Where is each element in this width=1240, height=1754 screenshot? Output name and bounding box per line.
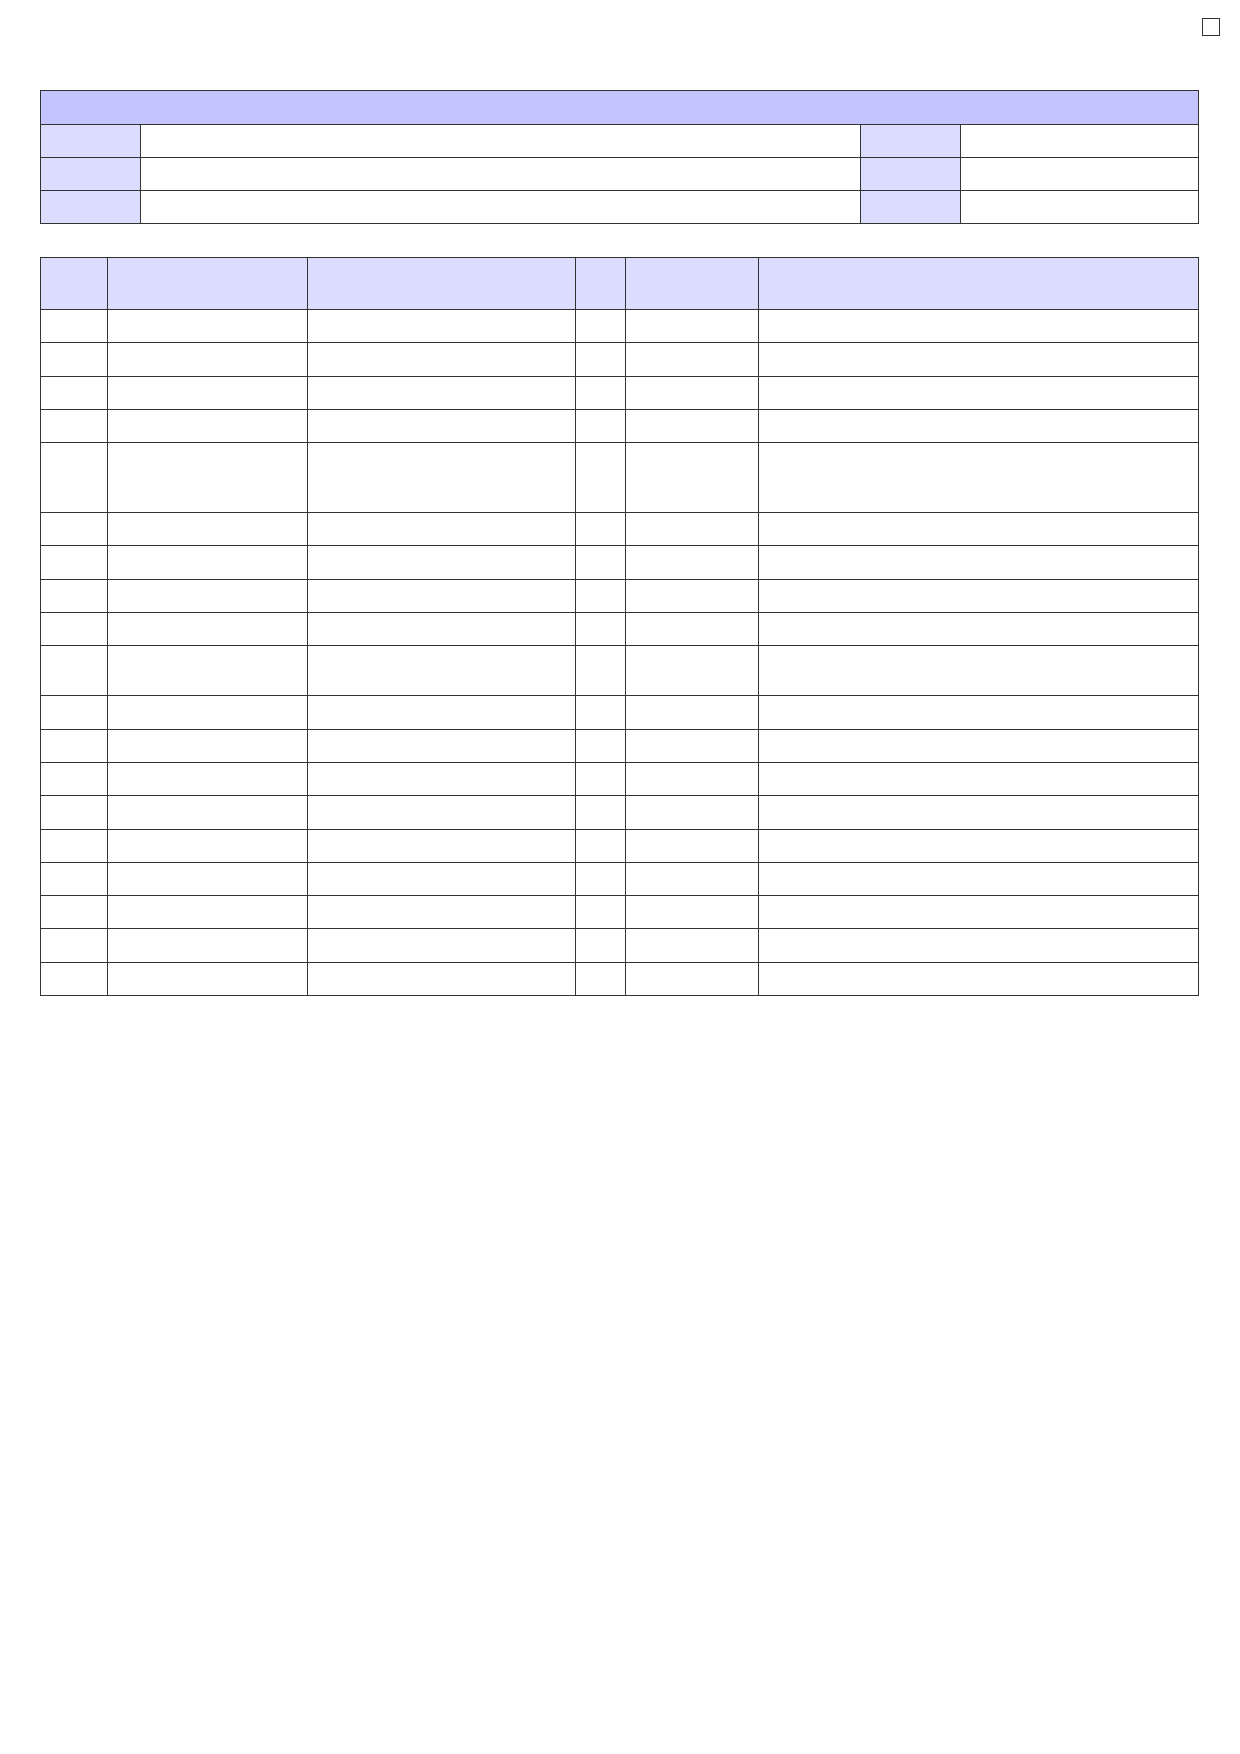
- row-qty: [576, 862, 626, 895]
- items-header-no: [41, 258, 108, 310]
- row-number: [41, 796, 108, 829]
- row-number: [41, 829, 108, 862]
- items-header-amount: [626, 258, 759, 310]
- info-label: [41, 158, 141, 191]
- row-qty: [576, 796, 626, 829]
- info-value: [141, 125, 861, 158]
- row-qty: [576, 613, 626, 646]
- row-amount: [626, 896, 759, 929]
- row-note: [759, 443, 1199, 513]
- row-number: [41, 646, 108, 696]
- table-row: [41, 696, 1199, 729]
- table-row: [41, 343, 1199, 376]
- row-name: [308, 862, 576, 895]
- row-note: [759, 896, 1199, 929]
- row-number: [41, 896, 108, 929]
- row-qty: [576, 696, 626, 729]
- table-row: [41, 613, 1199, 646]
- table-row: [41, 729, 1199, 762]
- row-note: [759, 343, 1199, 376]
- info-label: [861, 191, 961, 224]
- row-amount: [626, 579, 759, 612]
- row-amount: [626, 443, 759, 513]
- row-code: [108, 646, 308, 696]
- row-note: [759, 729, 1199, 762]
- info-value: [961, 158, 1199, 191]
- row-number: [41, 376, 108, 409]
- row-code: [108, 343, 308, 376]
- table-row: [41, 546, 1199, 579]
- items-header-qty: [576, 258, 626, 310]
- row-number: [41, 513, 108, 546]
- row-name: [308, 310, 576, 343]
- row-amount: [626, 696, 759, 729]
- info-table-title: [41, 91, 1199, 125]
- row-code: [108, 696, 308, 729]
- row-code: [108, 579, 308, 612]
- row-number: [41, 579, 108, 612]
- row-code: [108, 613, 308, 646]
- row-number: [41, 862, 108, 895]
- row-name: [308, 796, 576, 829]
- row-note: [759, 929, 1199, 962]
- row-qty: [576, 579, 626, 612]
- row-number: [41, 409, 108, 442]
- row-qty: [576, 762, 626, 795]
- row-name: [308, 896, 576, 929]
- row-code: [108, 796, 308, 829]
- row-name: [308, 729, 576, 762]
- row-note: [759, 546, 1199, 579]
- table-row: [41, 443, 1199, 513]
- row-note: [759, 762, 1199, 795]
- items-header-code: [108, 258, 308, 310]
- row-code: [108, 443, 308, 513]
- row-amount: [626, 613, 759, 646]
- row-number: [41, 343, 108, 376]
- row-qty: [576, 646, 626, 696]
- row-note: [759, 862, 1199, 895]
- row-qty: [576, 443, 626, 513]
- row-amount: [626, 796, 759, 829]
- table-row: [41, 829, 1199, 862]
- row-amount: [626, 729, 759, 762]
- row-name: [308, 343, 576, 376]
- table-row: [41, 409, 1199, 442]
- row-amount: [626, 829, 759, 862]
- row-name: [308, 929, 576, 962]
- row-amount: [626, 762, 759, 795]
- table-row: [41, 929, 1199, 962]
- table-row: [41, 796, 1199, 829]
- row-number: [41, 443, 108, 513]
- row-code: [108, 862, 308, 895]
- info-label: [41, 191, 141, 224]
- info-label: [861, 158, 961, 191]
- row-qty: [576, 513, 626, 546]
- row-note: [759, 409, 1199, 442]
- row-code: [108, 310, 308, 343]
- row-name: [308, 409, 576, 442]
- row-number: [41, 729, 108, 762]
- row-qty: [576, 829, 626, 862]
- row-amount: [626, 862, 759, 895]
- row-amount: [626, 409, 759, 442]
- row-code: [108, 376, 308, 409]
- row-note: [759, 579, 1199, 612]
- row-number: [41, 929, 108, 962]
- row-amount: [626, 513, 759, 546]
- row-code: [108, 929, 308, 962]
- info-value: [961, 125, 1199, 158]
- row-name: [308, 762, 576, 795]
- row-number: [41, 310, 108, 343]
- row-code: [108, 729, 308, 762]
- row-note: [759, 962, 1199, 995]
- row-number: [41, 546, 108, 579]
- row-number: [41, 962, 108, 995]
- row-amount: [626, 310, 759, 343]
- row-number: [41, 762, 108, 795]
- row-code: [108, 829, 308, 862]
- row-code: [108, 546, 308, 579]
- row-qty: [576, 343, 626, 376]
- row-note: [759, 796, 1199, 829]
- row-qty: [576, 376, 626, 409]
- row-name: [308, 579, 576, 612]
- row-number: [41, 696, 108, 729]
- row-note: [759, 376, 1199, 409]
- row-note: [759, 696, 1199, 729]
- row-note: [759, 310, 1199, 343]
- row-note: [759, 829, 1199, 862]
- row-amount: [626, 929, 759, 962]
- table-row: [41, 762, 1199, 795]
- info-label: [41, 125, 141, 158]
- info-value: [141, 191, 861, 224]
- info-label: [861, 125, 961, 158]
- items-header-note: [759, 258, 1199, 310]
- table-row: [41, 962, 1199, 995]
- row-amount: [626, 546, 759, 579]
- row-note: [759, 613, 1199, 646]
- table-row: [41, 646, 1199, 696]
- row-code: [108, 962, 308, 995]
- row-note: [759, 513, 1199, 546]
- row-code: [108, 762, 308, 795]
- items-table: [40, 257, 1199, 996]
- row-qty: [576, 546, 626, 579]
- row-name: [308, 546, 576, 579]
- row-code: [108, 409, 308, 442]
- table-row: [41, 862, 1199, 895]
- table-row: [41, 310, 1199, 343]
- row-name: [308, 646, 576, 696]
- info-table: [40, 90, 1199, 224]
- corner-mark: [1202, 18, 1220, 36]
- row-name: [308, 613, 576, 646]
- row-amount: [626, 646, 759, 696]
- row-name: [308, 513, 576, 546]
- table-row: [41, 376, 1199, 409]
- row-name: [308, 696, 576, 729]
- row-qty: [576, 962, 626, 995]
- row-code: [108, 896, 308, 929]
- row-amount: [626, 376, 759, 409]
- row-note: [759, 646, 1199, 696]
- row-number: [41, 613, 108, 646]
- row-amount: [626, 962, 759, 995]
- row-name: [308, 376, 576, 409]
- row-name: [308, 443, 576, 513]
- row-qty: [576, 310, 626, 343]
- row-name: [308, 829, 576, 862]
- items-header-name: [308, 258, 576, 310]
- info-value: [961, 191, 1199, 224]
- row-qty: [576, 896, 626, 929]
- row-amount: [626, 343, 759, 376]
- table-row: [41, 513, 1199, 546]
- row-qty: [576, 929, 626, 962]
- row-code: [108, 513, 308, 546]
- row-qty: [576, 409, 626, 442]
- row-qty: [576, 729, 626, 762]
- info-value: [141, 158, 861, 191]
- table-row: [41, 579, 1199, 612]
- table-row: [41, 896, 1199, 929]
- row-name: [308, 962, 576, 995]
